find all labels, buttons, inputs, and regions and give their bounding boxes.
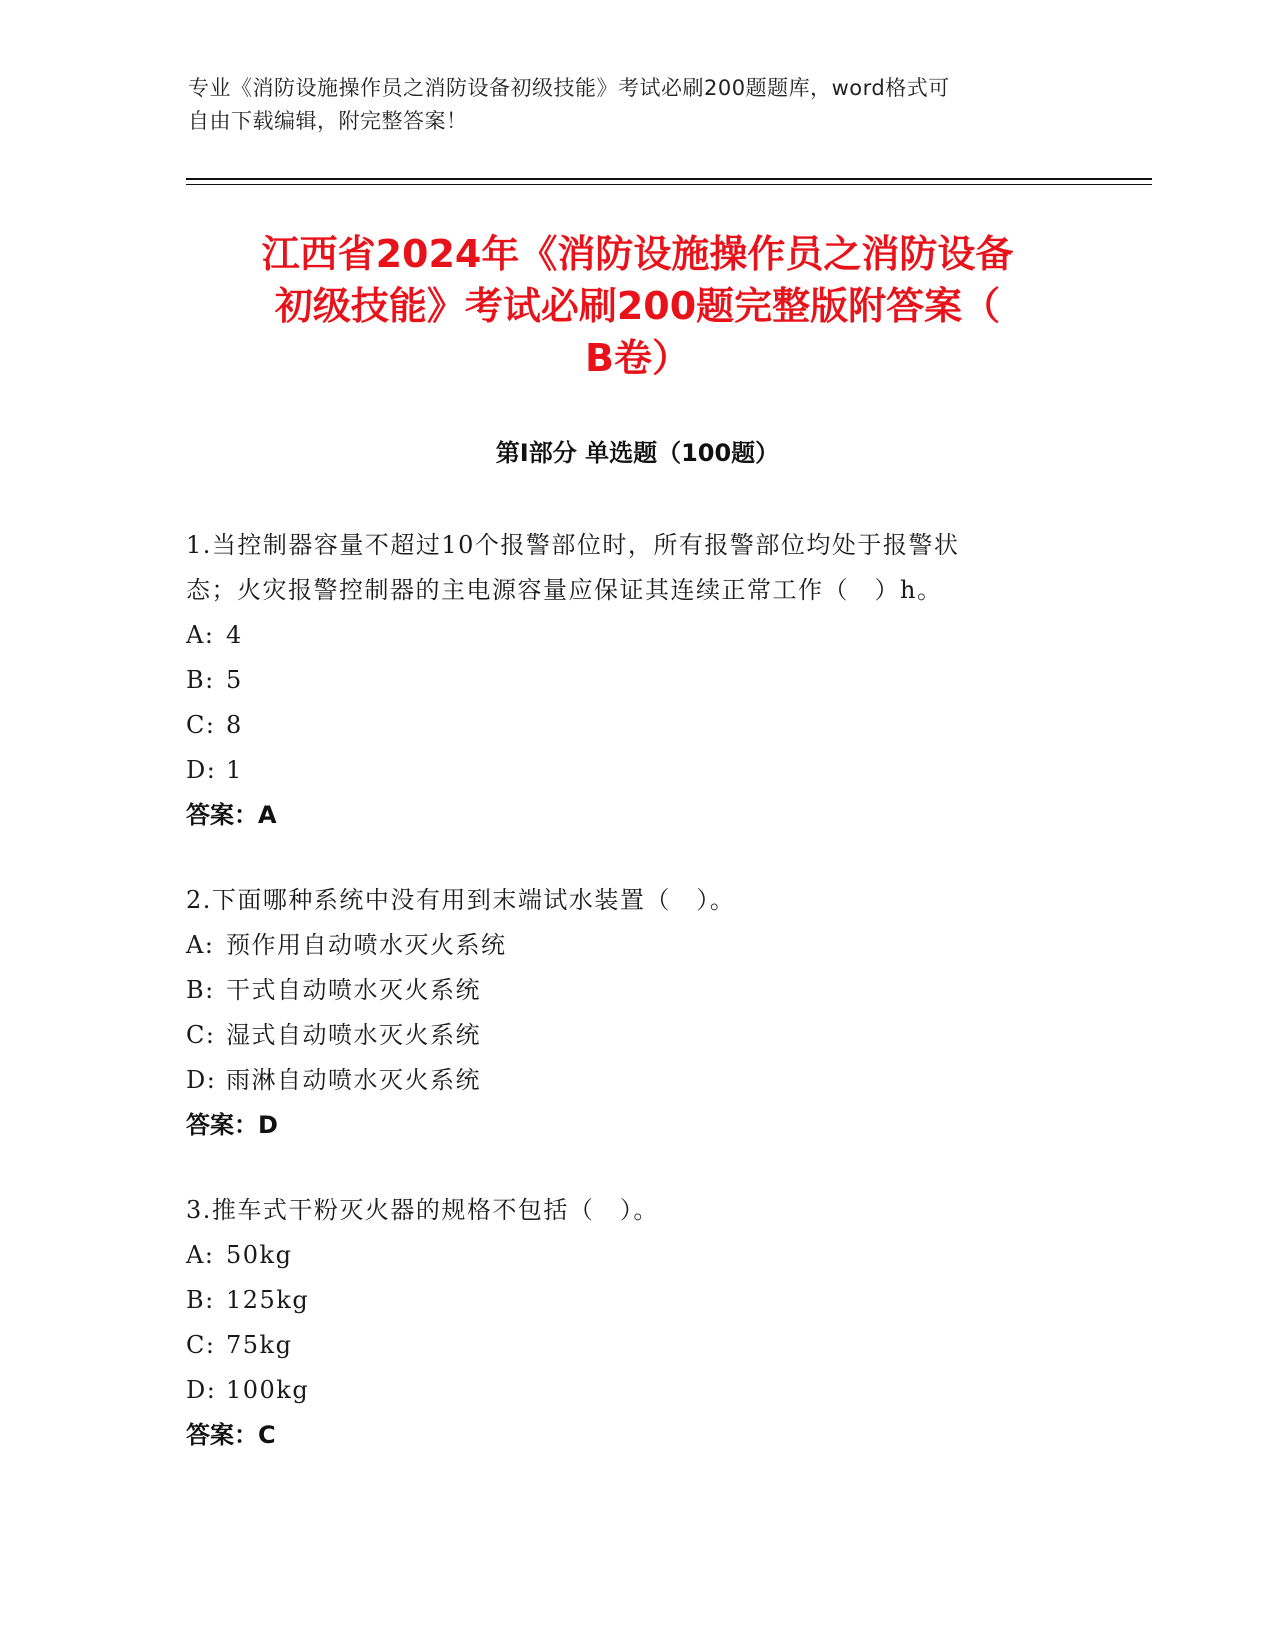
question-stem [186, 523, 1086, 613]
option-text: 75kg [226, 1331, 293, 1359]
option-key: B: [186, 1286, 215, 1314]
option-key: A: [186, 931, 215, 959]
option-key: A: [186, 1241, 215, 1269]
title-line-3: B卷） [585, 336, 690, 380]
question-stem [186, 1188, 1086, 1233]
question-2 [186, 878, 1086, 1148]
option-a [186, 613, 1086, 658]
option-c [186, 703, 1086, 748]
title-line-2: 初级技能》考试必刷200题完整版附答案（ [274, 284, 1001, 328]
option-key: C: [186, 1021, 216, 1049]
question-1 [186, 523, 1086, 838]
option-key: D: [186, 1066, 217, 1094]
header-rule-thick [186, 178, 1152, 180]
question-stem-line-1: 2.下面哪种系统中没有用到末端试水装置（ ）。 [186, 886, 736, 914]
option-text: 5 [226, 666, 243, 694]
option-key: B: [186, 666, 215, 694]
question-stem-line-2: 态；火灾报警控制器的主电源容量应保证其连续正常工作（ ）h。 [186, 576, 943, 604]
option-key: B: [186, 976, 215, 1004]
option-key: A: [186, 621, 215, 649]
header-rule-thin [186, 184, 1152, 185]
question-list [186, 523, 1086, 1498]
question-3 [186, 1188, 1086, 1458]
option-c [186, 1323, 1086, 1368]
option-text: 100kg [226, 1376, 310, 1404]
option-text: 湿式自动喷水灭火系统 [226, 1021, 481, 1049]
question-stem-line-1: 3.推车式干粉灭火器的规格不包括（ ）。 [186, 1196, 659, 1224]
option-text: 50kg [226, 1241, 293, 1269]
option-b [186, 1278, 1086, 1323]
question-stem [186, 878, 1086, 923]
option-a [186, 923, 1086, 968]
option-d [186, 748, 1086, 793]
answer-line: 答案：D [186, 1111, 278, 1139]
option-key: C: [186, 711, 216, 739]
option-key: C: [186, 1331, 216, 1359]
option-key: D: [186, 1376, 217, 1404]
option-text: 雨淋自动喷水灭火系统 [226, 1066, 481, 1094]
question-stem-line-1: 1.当控制器容量不超过10个报警部位时，所有报警部位均处于报警状 [186, 531, 960, 559]
option-key: D: [186, 756, 217, 784]
option-text: 8 [226, 711, 243, 739]
answer-line: 答案：C [186, 1421, 276, 1449]
option-c [186, 1013, 1086, 1058]
option-text: 干式自动喷水灭火系统 [226, 976, 481, 1004]
option-text: 4 [226, 621, 243, 649]
header-note [188, 72, 1068, 138]
title-line-1: 江西省2024年《消防设施操作员之消防设备 [261, 232, 1014, 276]
answer-line: 答案：A [186, 801, 277, 829]
option-text: 1 [226, 756, 243, 784]
option-text: 125kg [226, 1286, 310, 1314]
option-a [186, 1233, 1086, 1278]
option-d [186, 1058, 1086, 1103]
section-heading: 第I部分 单选题（100题） [495, 439, 780, 467]
option-text: 预作用自动喷水灭火系统 [226, 931, 507, 959]
header-note-line-1: 专业《消防设施操作员之消防设备初级技能》考试必刷200题题库，word格式可 [188, 76, 950, 100]
option-b [186, 658, 1086, 703]
option-b [186, 968, 1086, 1013]
header-note-line-2: 自由下载编辑，附完整答案！ [188, 109, 468, 133]
option-d [186, 1368, 1086, 1413]
document-title [140, 228, 1135, 384]
